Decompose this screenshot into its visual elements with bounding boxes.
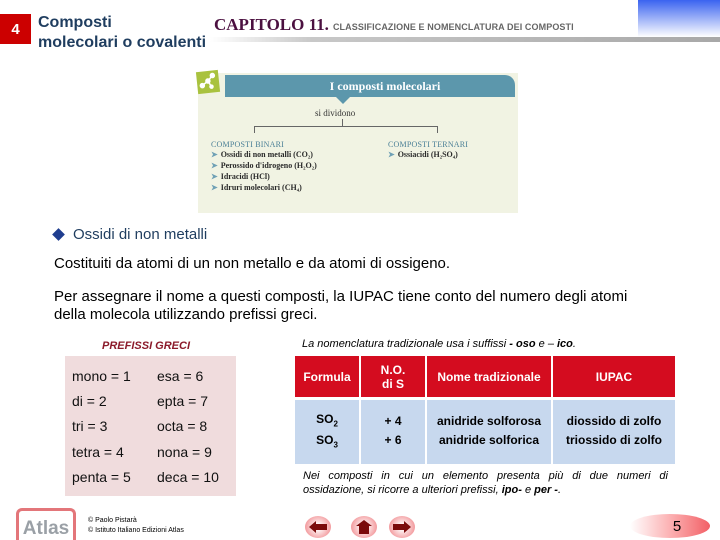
oxidation-cell: + 4: [361, 400, 425, 431]
traditional-name-cell: anidride solforica: [427, 431, 551, 464]
diagram-divide-label: si dividono: [315, 108, 356, 118]
footnote: Nei composti in cui un elemento presenta più di due numeri di ossidazione, si ricorre a ulteriori prefissi, ipo- e per -.: [303, 470, 668, 496]
tree-connector: [254, 126, 438, 127]
home-button[interactable]: [351, 516, 377, 538]
home-icon: [356, 520, 372, 534]
prefix-cell: di = 2: [72, 393, 107, 409]
column-header: Formula: [295, 356, 359, 400]
iupac-name-cell: triossido di zolfo: [553, 431, 675, 464]
list-item: ➤ Ossiacidi (H₂SO₄): [388, 150, 458, 159]
table-row: [295, 431, 675, 464]
arrow-icon: ➤: [211, 172, 218, 181]
prefixes-title: PREFISSI GRECI: [102, 340, 191, 352]
prefix-cell: octa = 8: [157, 418, 208, 434]
back-arrow-icon: [309, 521, 327, 533]
arrow-icon: ➤: [388, 150, 395, 159]
table-header-row: [295, 356, 675, 400]
prefix-cell: deca = 10: [157, 469, 219, 485]
prefix-cell: tri = 3: [72, 418, 108, 434]
formula-cell: $SO_3$: [295, 431, 359, 464]
list-item: ➤ Idracidi (HCl): [211, 172, 270, 181]
prefix-cell: mono = 1: [72, 368, 131, 384]
paragraph: Costituiti da atomi di un non metallo e da atomi di ossigeno.: [54, 255, 451, 272]
section-number-badge: 4: [0, 14, 31, 44]
traditional-name-cell: anidride solforosa: [427, 400, 551, 431]
prefix-cell: esa = 6: [157, 368, 204, 384]
prefix-cell: epta = 7: [157, 393, 208, 409]
forward-arrow-icon: [393, 521, 411, 533]
column-header: N.O. di S: [361, 356, 425, 400]
ternary-compounds-column: COMPOSTI TERNARI ➤ Ossiacidi (H₂SO₄): [388, 140, 469, 159]
molecule-icon: [196, 70, 220, 94]
diagram-pointer: [336, 97, 350, 104]
binary-compounds-column: COMPOSTI BINARI ➤ Ossidi di non metalli (CO₂) ➤ Perossido d'idrogeno (H₂O₂) ➤ Idracidi (HCl) ➤ Idruri molecolari (CH₄): [211, 140, 317, 192]
nomenclature-note: La nomenclatura tradizionale usa i suffissi - oso e – ico.: [302, 338, 576, 350]
tree-connector: [437, 126, 438, 133]
list-item: ➤ Idruri molecolari (CH₄): [211, 183, 302, 192]
column-header: IUPAC: [553, 356, 675, 400]
formula-cell: $SO_2$: [295, 400, 359, 431]
list-item: ➤ Perossido d'idrogeno (H₂O₂): [211, 161, 317, 170]
diagram-title: I composti molecolari: [225, 75, 515, 97]
arrow-icon: ➤: [211, 183, 218, 192]
prefix-cell: penta = 5: [72, 469, 131, 485]
back-button[interactable]: [305, 516, 331, 538]
page-number: 5: [630, 514, 710, 538]
forward-button[interactable]: [389, 516, 415, 538]
prefix-cell: nona = 9: [157, 444, 212, 460]
iupac-name-cell: diossido di zolfo: [553, 400, 675, 431]
diamond-bullet-icon: [52, 228, 65, 241]
atlas-logo: Atlas: [16, 508, 76, 540]
paragraph: Per assegnare il nome a questi composti, la IUPAC tiene conto del numero degli atomi della molecola utilizzando prefissi greci.: [54, 288, 628, 323]
prefix-cell: tetra = 4: [72, 444, 124, 460]
tree-connector: [342, 119, 343, 126]
table-row: [295, 400, 675, 431]
header-divider: [210, 37, 720, 42]
chapter-heading: CAPITOLO 11. CLASSIFICAZIONE E NOMENCLATURA DEI COMPOSTI: [214, 15, 574, 34]
column-header: Nome tradizionale: [427, 356, 551, 400]
nomenclature-table: [293, 356, 677, 464]
corner-decoration: [638, 0, 720, 37]
chapter-subtitle: CLASSIFICAZIONE E NOMENCLATURA DEI COMPOSTI: [332, 22, 574, 32]
oxidation-cell: + 6: [361, 431, 425, 464]
copyright: © Paolo Pistarà © Istituto Italiano Edizioni Atlas: [88, 517, 184, 534]
list-item: ➤ Ossidi di non metalli (CO₂): [211, 150, 313, 159]
tree-connector: [254, 126, 255, 133]
arrow-icon: ➤: [211, 150, 218, 159]
page-title: Composti molecolari o covalenti: [38, 14, 207, 51]
arrow-icon: ➤: [211, 161, 218, 170]
section-heading: Ossidi di non metalli: [54, 226, 207, 243]
